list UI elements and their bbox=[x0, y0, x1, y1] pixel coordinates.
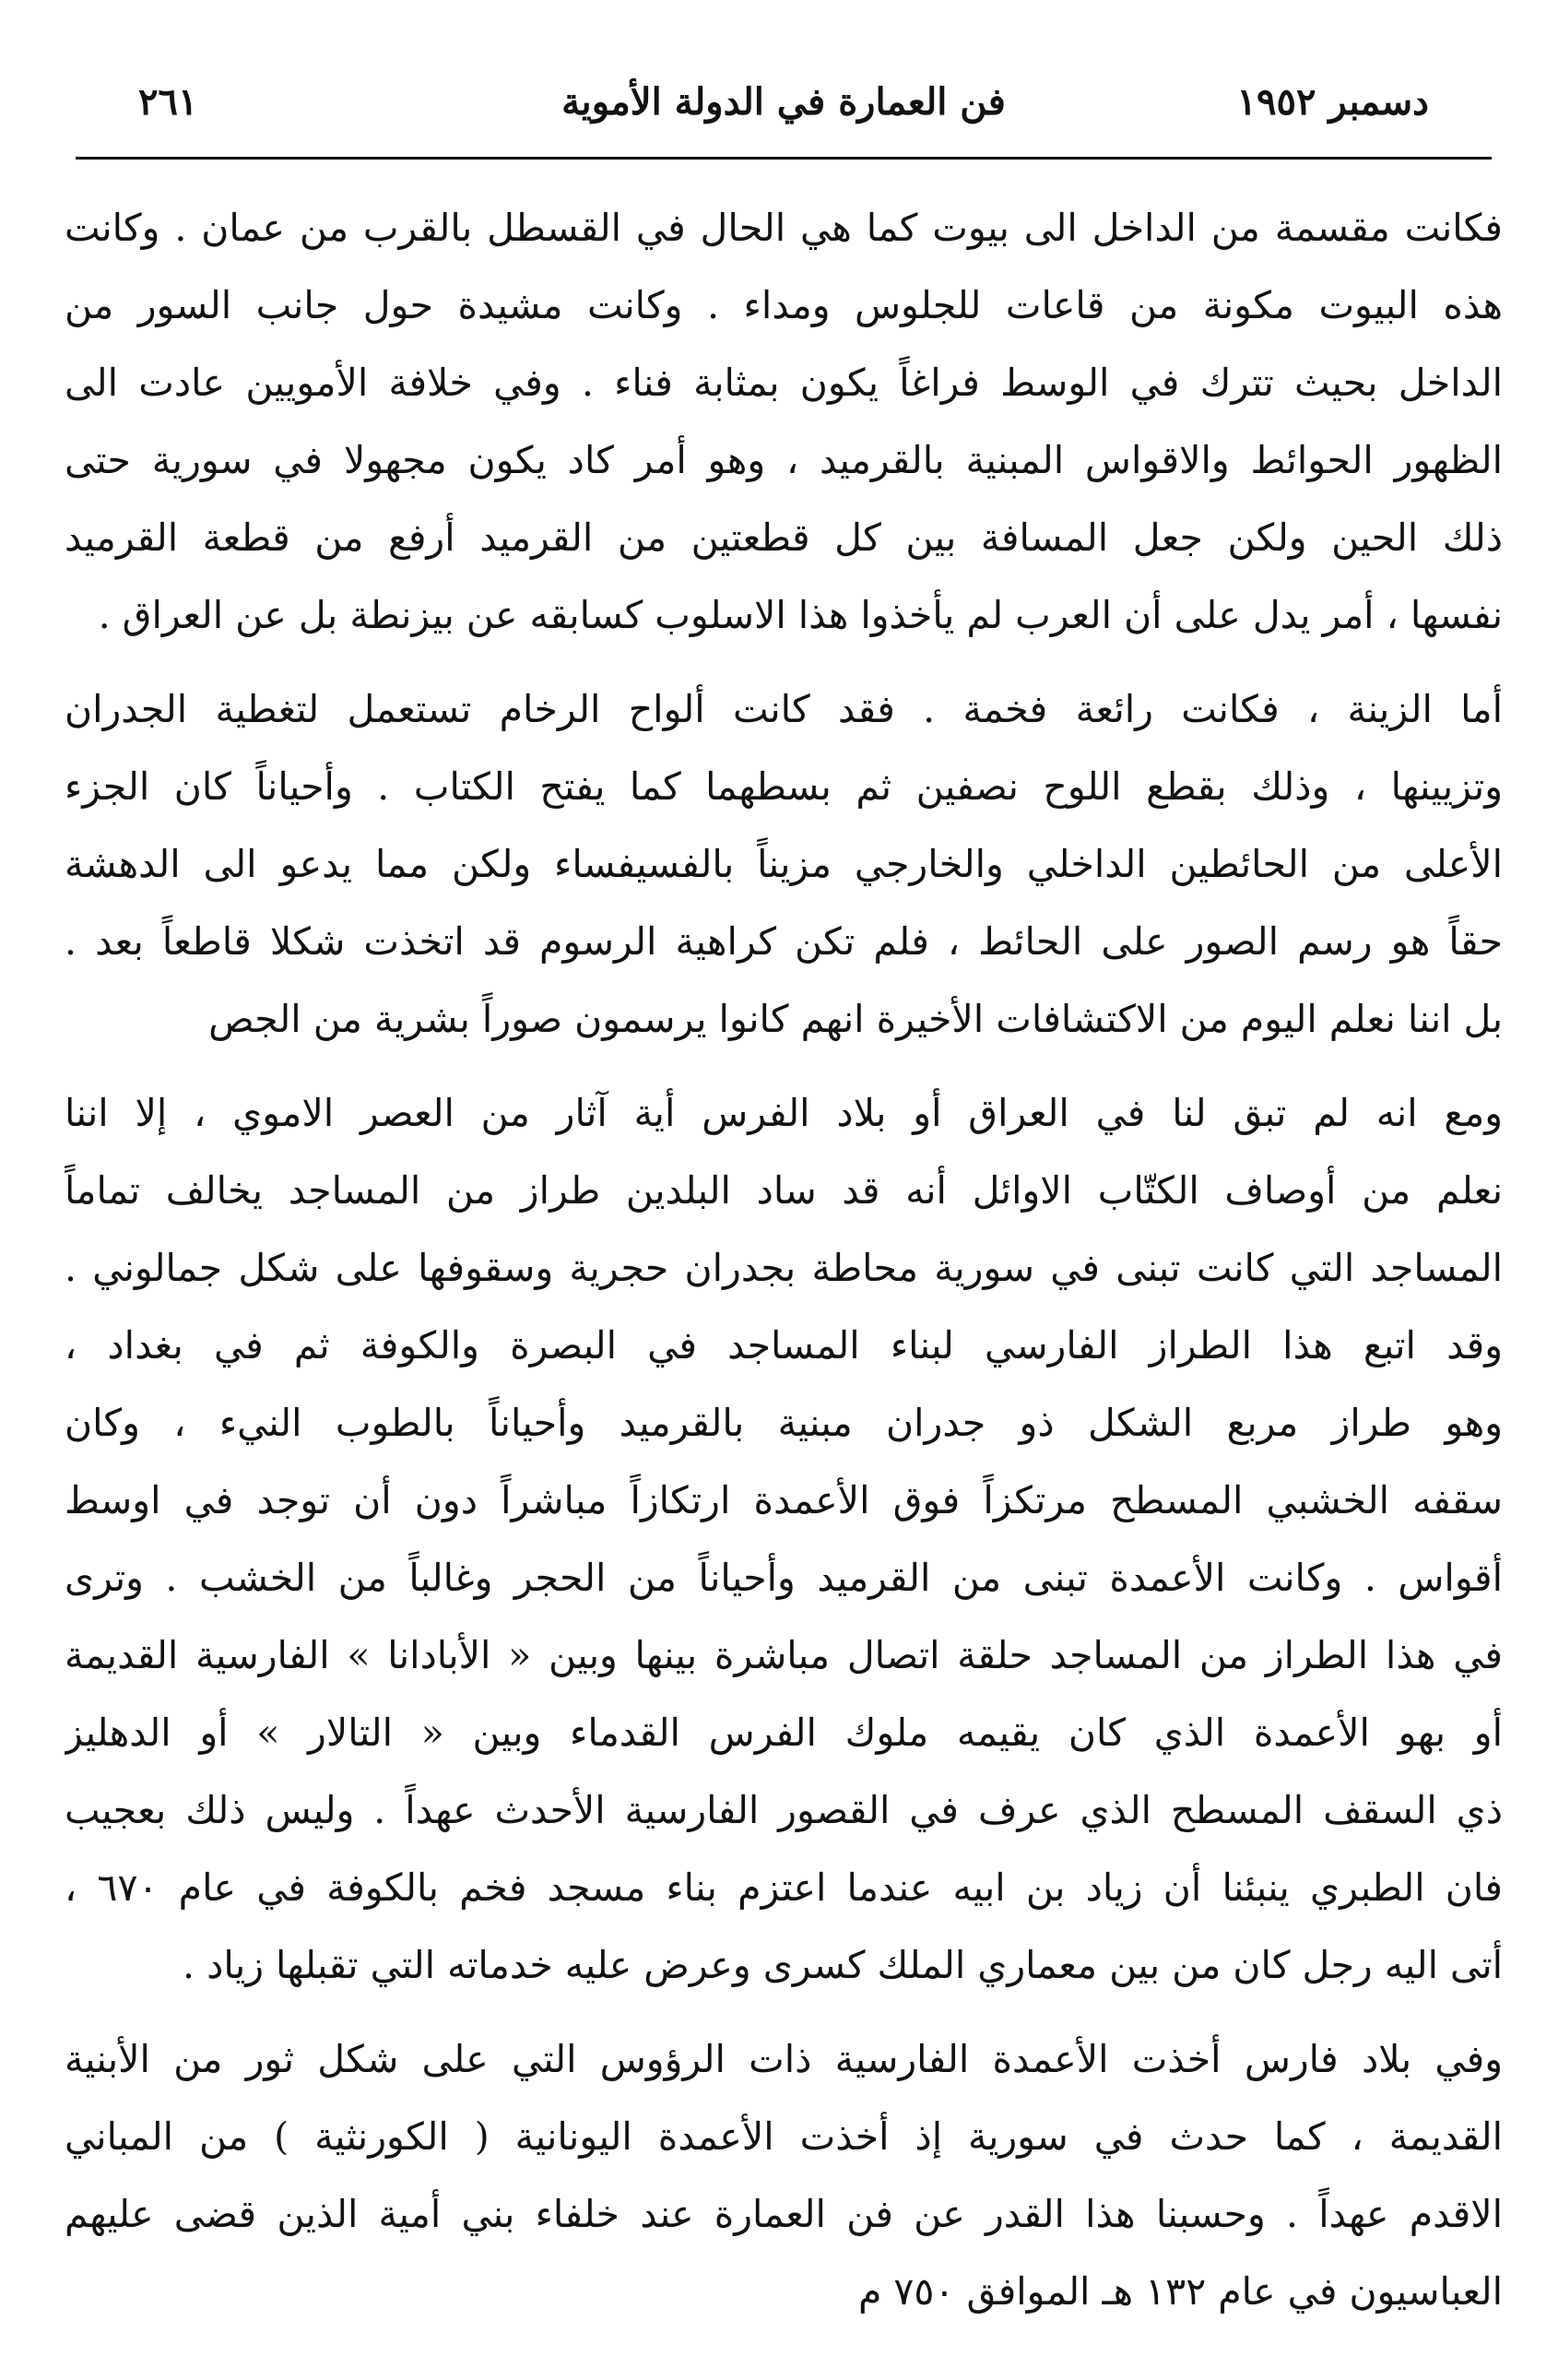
text-line: ذي السقف المسطح الذي عرف في القصور الفارسية الأحدث عهداً . وليس ذلك بعجيب bbox=[65, 1788, 1503, 1832]
paragraph-gap bbox=[65, 2004, 1503, 2020]
text-line: وقد اتبع هذا الطراز الفارسي لبناء المساجد في البصرة والكوفة ثم في بغداد ، bbox=[65, 1323, 1503, 1368]
text-line: فان الطبري ينبئنا أن زياد بن ابيه عندما اعتزم بناء مسجد فخم بالكوفة في عام ٦٧٠ ، bbox=[65, 1865, 1503, 1910]
paragraph-3 bbox=[65, 1074, 1503, 2004]
text-line: بل اننا نعلم اليوم من الاكتشافات الأخيرة انهم كانوا يرسمون صوراً بشرية من الجص bbox=[208, 997, 1503, 1041]
text-line: وتزيينها ، وذلك بقطع اللوح نصفين ثم بسطهما كما يفتح الكتاب . وأحياناً كان الجزء bbox=[65, 764, 1503, 809]
paragraph-2 bbox=[65, 670, 1503, 1058]
text-line: فكانت مقسمة من الداخل الى بيوت كما هي الحال في القسطل بالقرب من عمان . وكانت bbox=[65, 206, 1503, 250]
page-number: ٢٦١ bbox=[138, 79, 198, 124]
text-line: ذلك الحين ولكن جعل المسافة بين كل قطعتين من القرميد أرفع من قطعة القرميد bbox=[65, 515, 1503, 560]
text-line: وفي بلاد فارس أخذت الأعمدة الفارسية ذات الرؤوس التي على شكل ثور من الأبنية bbox=[65, 2037, 1503, 2081]
paragraph-1 bbox=[65, 189, 1503, 654]
text-line: أو بهو الأعمدة الذي كان يقيمه ملوك الفرس القدماء وبين « التالار » أو الدهليز bbox=[65, 1711, 1503, 1755]
header-rule bbox=[76, 157, 1492, 160]
text-line: الاقدم عهداً . وحسبنا هذا القدر عن فن العمارة عند خلفاء بني أمية الذين قضى عليهم bbox=[65, 2192, 1503, 2236]
text-line: نفسها ، أمر يدل على أن العرب لم يأخذوا هذا الاسلوب كسابقه عن بيزنطة بل عن العراق . bbox=[98, 593, 1503, 637]
text-line: الأعلى من الحائطين الداخلي والخارجي مزيناً بالفسيفساء ولكن مما يدعو الى الدهشة bbox=[65, 842, 1503, 886]
text-line: ومع انه لم تبق لنا في العراق أو بلاد الفرس أية آثار من العصر الاموي ، إلا اننا bbox=[65, 1091, 1503, 1135]
body-text bbox=[65, 189, 1503, 2330]
page-header bbox=[65, 65, 1503, 138]
text-line: القديمة ، كما حدث في سورية إذ أخذت الأعمدة اليونانية ( الكورنثية ) من المباني bbox=[65, 2114, 1503, 2159]
paragraph-gap bbox=[65, 1058, 1503, 1074]
text-line: في هذا الطراز من المساجد حلقة اتصال مباشرة بينها وبين « الأبادانا » الفارسية القديمة bbox=[65, 1633, 1503, 1677]
text-line: الداخل بحيث تترك في الوسط فراغاً يكون بمثابة فناء . وفي خلافة الأمويين عادت الى bbox=[65, 361, 1503, 405]
text-line: أقواس . وكانت الأعمدة تبنى من القرميد وأحياناً من الحجر وغالباً من الخشب . وترى bbox=[65, 1556, 1503, 1600]
running-title: فن العمارة في الدولة الأموية bbox=[561, 79, 1006, 124]
document-page bbox=[65, 65, 1503, 2333]
text-line: وهو طراز مربع الشكل ذو جدران مبنية بالقرميد وأحياناً بالطوب النيء ، وكان bbox=[65, 1401, 1503, 1445]
text-line: سقفه الخشبي المسطح مرتكزاً فوق الأعمدة ارتكازاً مباشراً دون أن توجد في اوسط bbox=[65, 1478, 1503, 1522]
text-line: هذه البيوت مكونة من قاعات للجلوس ومداء . وكانت مشيدة حول جانب السور من bbox=[65, 283, 1503, 327]
text-line: أتى اليه رجل كان من بين معماري الملك كسرى وعرض عليه خدماته التي تقبلها زياد . bbox=[183, 1943, 1503, 1987]
text-line: العباسيون في عام ١٣٢ هـ الموافق ٧٥٠ م bbox=[857, 2269, 1503, 2314]
text-line: أما الزينة ، فكانت رائعة فخمة . فقد كانت ألواح الرخام تستعمل لتغطية الجدران bbox=[65, 687, 1503, 731]
text-line: حقاً هو رسم الصور على الحائط ، فلم تكن كراهية الرسوم قد اتخذت شكلا قاطعاً بعد . bbox=[65, 919, 1503, 964]
text-line: الظهور الحوائط والاقواس المبنية بالقرميد ، وهو أمر كاد يكون مجهولا في سورية حتى bbox=[65, 438, 1503, 482]
text-line: نعلم من أوصاف الكتّاب الاوائل أنه قد ساد البلدين طراز من المساجد يخالف تماماً bbox=[65, 1168, 1503, 1213]
text-line: المساجد التي كانت تبنى في سورية محاطة بجدران حجرية وسقوفها على شكل جمالوني . bbox=[65, 1246, 1503, 1290]
paragraph-gap bbox=[65, 654, 1503, 670]
paragraph-4 bbox=[65, 2020, 1503, 2330]
page-date: دسمبر ١٩٥٢ bbox=[1236, 79, 1429, 124]
